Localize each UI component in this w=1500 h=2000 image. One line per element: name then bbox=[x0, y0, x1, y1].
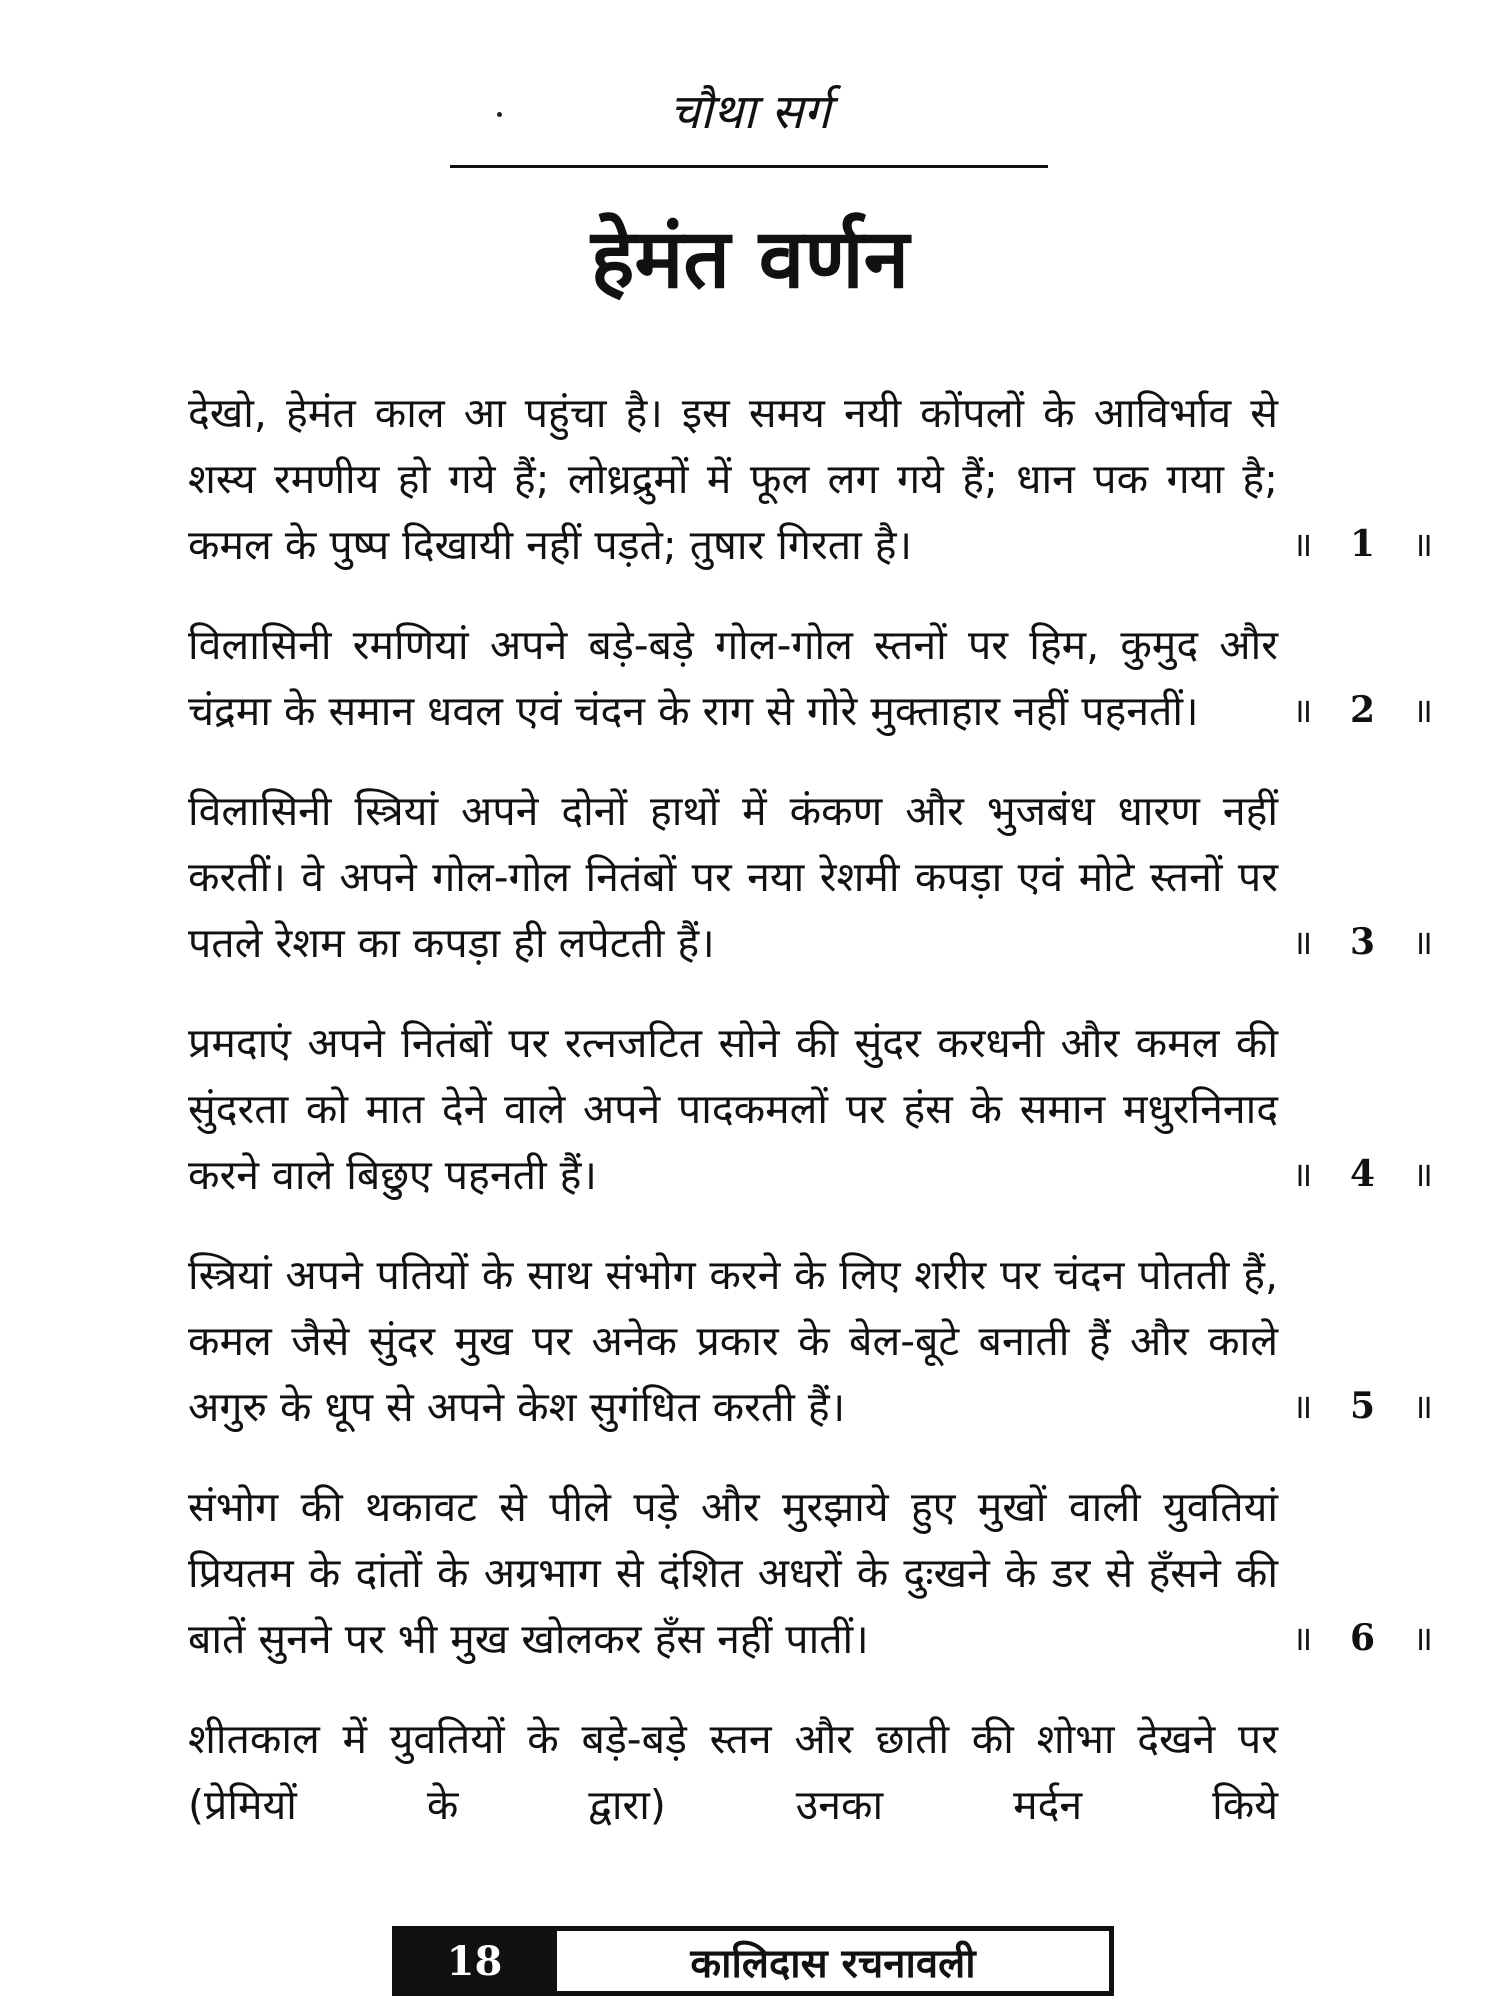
verse-number: 5 bbox=[1349, 1385, 1376, 1427]
verse-number: 6 bbox=[1349, 1617, 1376, 1659]
verse-5 bbox=[188, 1242, 1433, 1440]
danda-close: ॥ bbox=[1412, 923, 1433, 963]
danda-close: ॥ bbox=[1412, 1155, 1433, 1195]
verse-text: शीतकाल में युवतियों के बड़े-बड़े स्तन और छाती की शोभा देखने पर (प्रेमियों के द्वारा) उनका मर्दन किये bbox=[188, 1715, 1278, 1829]
danda-open: ॥ bbox=[1292, 923, 1313, 963]
danda-close: ॥ bbox=[1412, 1619, 1433, 1659]
page-number: 18 bbox=[397, 1931, 552, 1991]
verse-6 bbox=[188, 1474, 1433, 1672]
danda-open: ॥ bbox=[1292, 525, 1313, 565]
heading-rule bbox=[450, 165, 1048, 168]
verse-3 bbox=[188, 778, 1433, 976]
verse-number: 4 bbox=[1349, 1153, 1376, 1195]
danda-open: ॥ bbox=[1292, 1155, 1313, 1195]
danda-close: ॥ bbox=[1412, 525, 1433, 565]
chapter-heading: चौथा सर्ग bbox=[669, 84, 831, 140]
verse-text: विलासिनी रमणियां अपने बड़े-बड़े गोल-गोल स्तनों पर हिम, कुमुद और चंद्रमा के समान धवल एवं चंदन के राग से गोरे मुक्ताहार नहीं पहनतीं। bbox=[188, 621, 1278, 735]
book-title: कालिदास रचनावली bbox=[552, 1931, 1109, 1991]
verse-number: 2 bbox=[1349, 689, 1376, 731]
danda-open: ॥ bbox=[1292, 691, 1313, 731]
danda-open: ॥ bbox=[1292, 1387, 1313, 1427]
verse-text: प्रमदाएं अपने नितंबों पर रत्नजटित सोने की सुंदर करधनी और कमल की सुंदरता को मात देने वाले अपने पादकमलों पर हंस के समान मधुरनिनाद करने वाले बिछुए पहनती हैं। bbox=[188, 1019, 1278, 1199]
verse-marker bbox=[1278, 1141, 1433, 1208]
verse-text: विलासिनी स्त्रियां अपने दोनों हाथों में कंकण और भुजबंध धारण नहीं करतीं। वे अपने गोल-गोल नितंबों पर नया रेशमी कपड़ा एवं मोटे स्तनों पर पतले रेशम का कपड़ा ही लपेटती हैं। bbox=[188, 787, 1278, 967]
verse-4 bbox=[188, 1010, 1433, 1208]
verse-marker bbox=[1278, 1605, 1433, 1672]
verse-text: स्त्रियां अपने पतियों के साथ संभोग करने के लिए शरीर पर चंदन पोतती हैं, कमल जैसे सुंदर मुख पर अनेक प्रकार के बेल-बूटे बनाती हैं और काले अगुरु के धूप से अपने केश सुगंधित करती हैं। bbox=[188, 1251, 1278, 1431]
verse-1 bbox=[188, 380, 1433, 578]
verse-2 bbox=[188, 612, 1433, 744]
danda-close: ॥ bbox=[1412, 1387, 1433, 1427]
verse-number: 3 bbox=[1349, 921, 1376, 963]
verse-list bbox=[188, 380, 1433, 1872]
danda-open: ॥ bbox=[1292, 1619, 1313, 1659]
page-footer bbox=[392, 1926, 1114, 1996]
verse-7-partial bbox=[188, 1706, 1433, 1838]
verse-marker bbox=[1278, 677, 1433, 744]
verse-marker bbox=[1278, 1373, 1433, 1440]
danda-close: ॥ bbox=[1412, 691, 1433, 731]
verse-text: देखो, हेमंत काल आ पहुंचा है। इस समय नयी कोंपलों के आविर्भाव से शस्य रमणीय हो गये हैं; लोध्रद्रुमों में फूल लग गये हैं; धान पक गया है; कमल के पुष्प दिखायी नहीं पड़ते; तुषार गिरता है। bbox=[188, 389, 1278, 569]
verse-text: संभोग की थकावट से पीले पड़े और मुरझाये हुए मुखों वाली युवतियां प्रियतम के दांतों के अग्रभाग से दंशित अधरों के दुःखने के डर से हँसने की बातें सुनने पर भी मुख खोलकर हँस नहीं पातीं। bbox=[188, 1483, 1278, 1663]
verse-number: 1 bbox=[1349, 523, 1376, 565]
verse-marker bbox=[1278, 511, 1433, 578]
verse-marker bbox=[1278, 909, 1433, 976]
page-title: हेमंत वर्णन bbox=[590, 212, 910, 307]
